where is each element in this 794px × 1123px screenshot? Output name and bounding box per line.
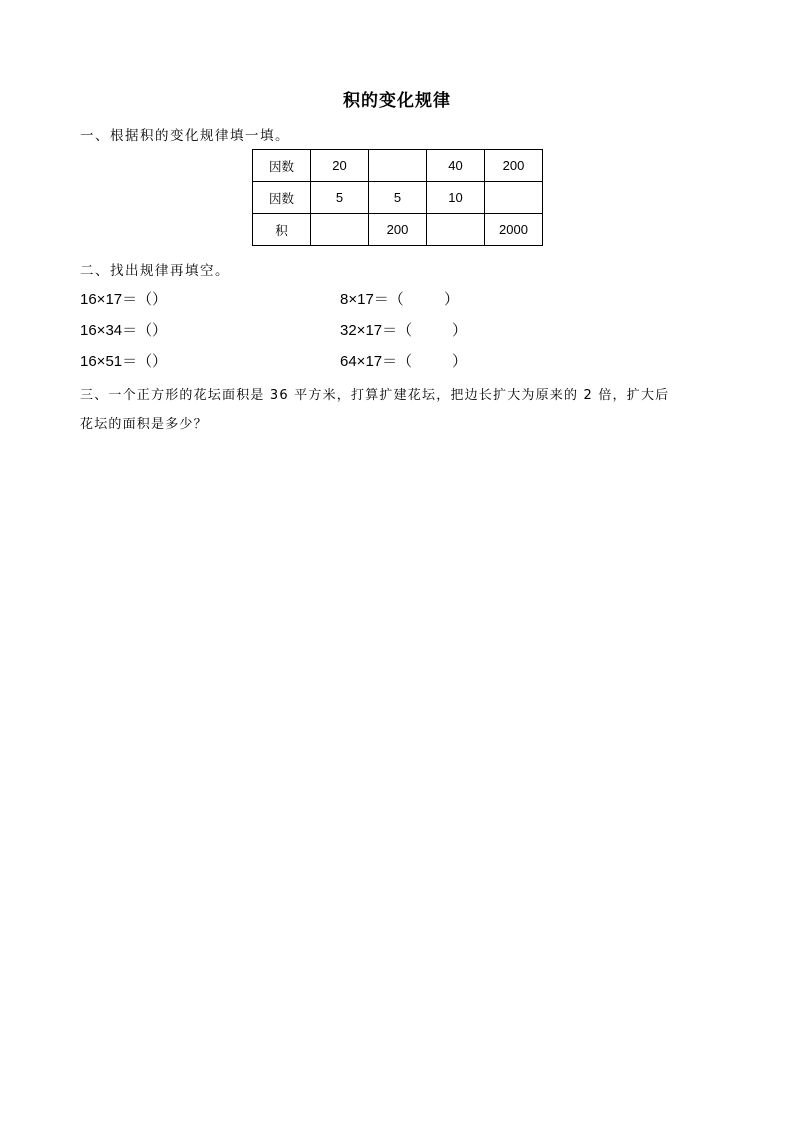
table-cell: 200 (369, 214, 427, 246)
question-3-text: 三、一个正方形的花坛面积是 36 平方米，打算扩建花坛，把边长扩大为原来的 2 倍，扩大后 (80, 388, 670, 403)
equation-expression: 32×17＝（ (340, 322, 413, 339)
closing-paren: ） (452, 322, 468, 339)
table-row (253, 214, 543, 246)
table-cell: 40 (427, 150, 485, 182)
table-cell: 200 (485, 150, 543, 182)
table-cell: 积 (253, 214, 311, 246)
equation-right-1 (340, 288, 459, 309)
table-cell-blank[interactable] (427, 214, 485, 246)
table-cell-blank[interactable] (311, 214, 369, 246)
closing-paren: ） (444, 291, 460, 308)
equation-expression: 8×17＝（ (340, 291, 404, 308)
table-row (253, 182, 543, 214)
equation-right-2 (340, 319, 467, 340)
table-cell: 10 (427, 182, 485, 214)
fill-in-table (252, 149, 543, 246)
equation-left-2 (80, 319, 167, 340)
question-1-heading: 一、根据积的变化规律填一填。 (80, 128, 290, 144)
table-cell-blank[interactable] (369, 150, 427, 182)
equation-expression: 16×51＝（ (80, 353, 153, 370)
table-cell: 因数 (253, 150, 311, 182)
table-cell: 5 (311, 182, 369, 214)
question-2-heading: 二、找出规律再填空。 (80, 263, 230, 279)
closing-paren: ） (152, 322, 168, 339)
closing-paren: ） (152, 353, 168, 370)
equation-right-3 (340, 350, 467, 371)
table-cell: 5 (369, 182, 427, 214)
equation-expression: 16×17＝（ (80, 291, 153, 308)
equation-left-1 (80, 288, 167, 309)
table-cell: 因数 (253, 182, 311, 214)
closing-paren: ） (152, 291, 168, 308)
equation-expression: 16×34＝（ (80, 322, 153, 339)
table-cell-blank[interactable] (485, 182, 543, 214)
page-title: 积的变化规律 (343, 91, 451, 111)
equation-left-3 (80, 350, 167, 371)
table-row (253, 150, 543, 182)
question-3-text-continued: 花坛的面积是多少？ (80, 417, 208, 432)
equation-expression: 64×17＝（ (340, 353, 413, 370)
closing-paren: ） (452, 353, 468, 370)
table-cell: 20 (311, 150, 369, 182)
table-cell: 2000 (485, 214, 543, 246)
